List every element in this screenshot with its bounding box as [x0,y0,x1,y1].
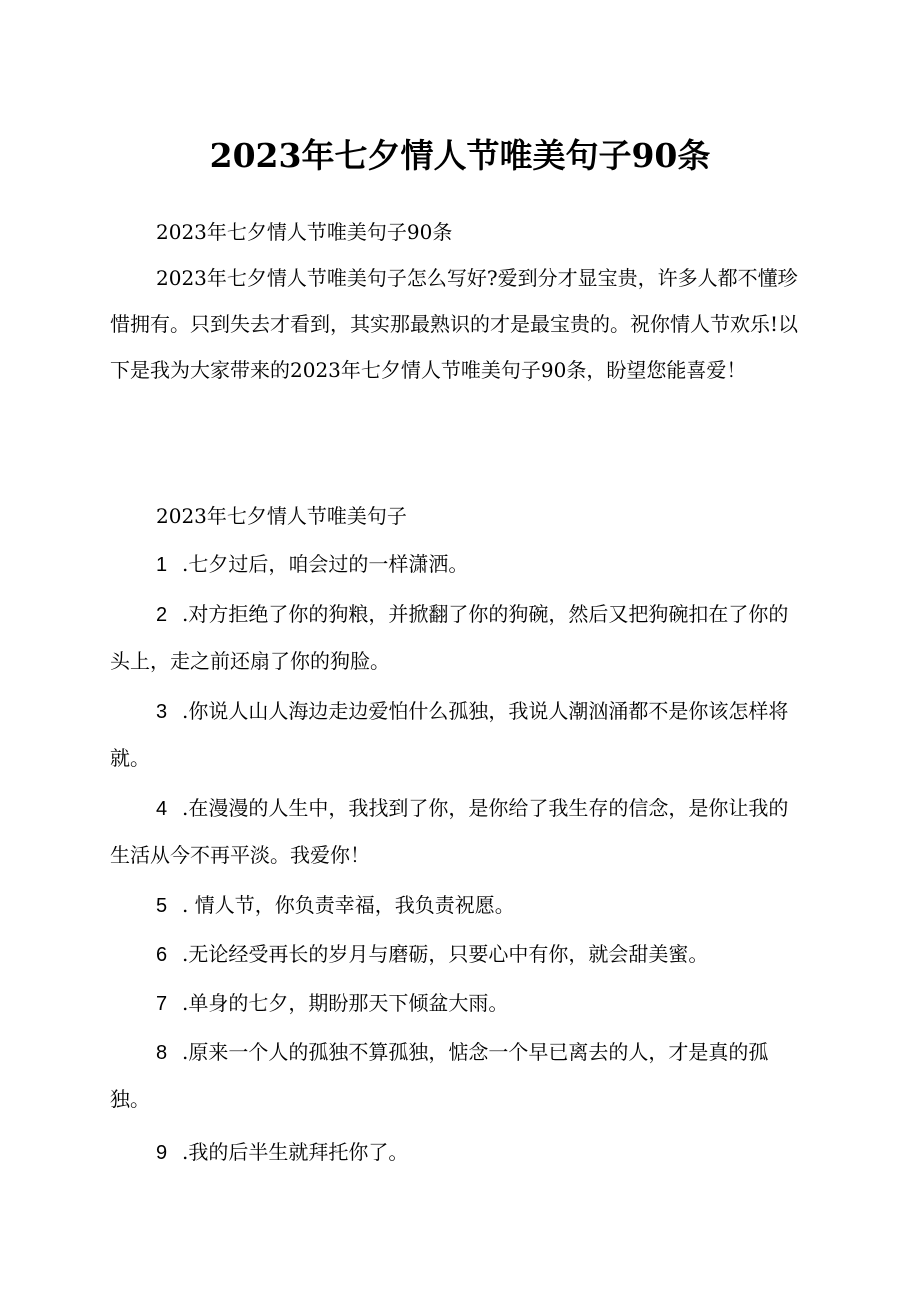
list-item [110,1029,800,1122]
item-number: 8 [156,1042,168,1064]
item-text: .我的后半生就拜托你了。 [182,1140,409,1164]
list-item [110,980,800,1027]
list-item [110,785,800,878]
list-item [110,541,800,588]
item-number: 7 [156,993,168,1015]
item-number: 2 [156,604,168,626]
document-subtitle: 2023年七夕情人节唯美句子90条 [156,220,453,244]
item-text: .你说人山人海边走边爱怕什么孤独，我说人潮汹涌都不是你该怎样将就。 [110,699,789,770]
item-text: .七夕过后，咱会过的一样潇洒。 [182,552,469,576]
item-text: .对方拒绝了你的狗粮，并掀翻了你的狗碗，然后又把狗碗扣在了你的头上，走之前还扇了你的狗脸。 [110,602,789,673]
item-number: 4 [156,798,168,820]
item-text: . 情人节，你负责幸福，我负责祝愿。 [182,893,515,917]
item-number: 6 [156,944,168,966]
item-text: .单身的七夕，期盼那天下倾盆大雨。 [182,991,509,1015]
item-text: .原来一个人的孤独不算孤独，惦念一个早已离去的人，才是真的孤独。 [110,1040,769,1111]
list-item [110,591,800,684]
item-number: 9 [156,1142,168,1164]
item-number: 3 [156,701,168,723]
list-item [110,931,800,978]
list-item [110,1129,800,1176]
list-item [110,882,800,929]
item-text: .无论经受再长的岁月与磨砺，只要心中有你，就会甜美蜜。 [182,942,709,966]
item-text: .在漫漫的人生中，我找到了你，是你给了我生存的信念，是你让我的生活从今不再平淡。我爱你！ [110,796,789,867]
item-number: 1 [156,554,168,576]
intro-paragraph: 2023年七夕情人节唯美句子怎么写好?爱到分才显宝贵，许多人都不懂珍惜拥有。只到失去才看到，其实那最熟识的才是最宝贵的。祝你情人节欢乐!以下是我为大家带来的2023年七夕情人节唯美句子90条，盼望您能喜爱！ [110,266,799,382]
item-number: 5 [156,895,168,917]
document-title: 2023年七夕情人节唯美句子90条 [209,136,711,175]
section-heading: 2023年七夕情人节唯美句子 [156,504,407,528]
list-item [110,688,800,781]
